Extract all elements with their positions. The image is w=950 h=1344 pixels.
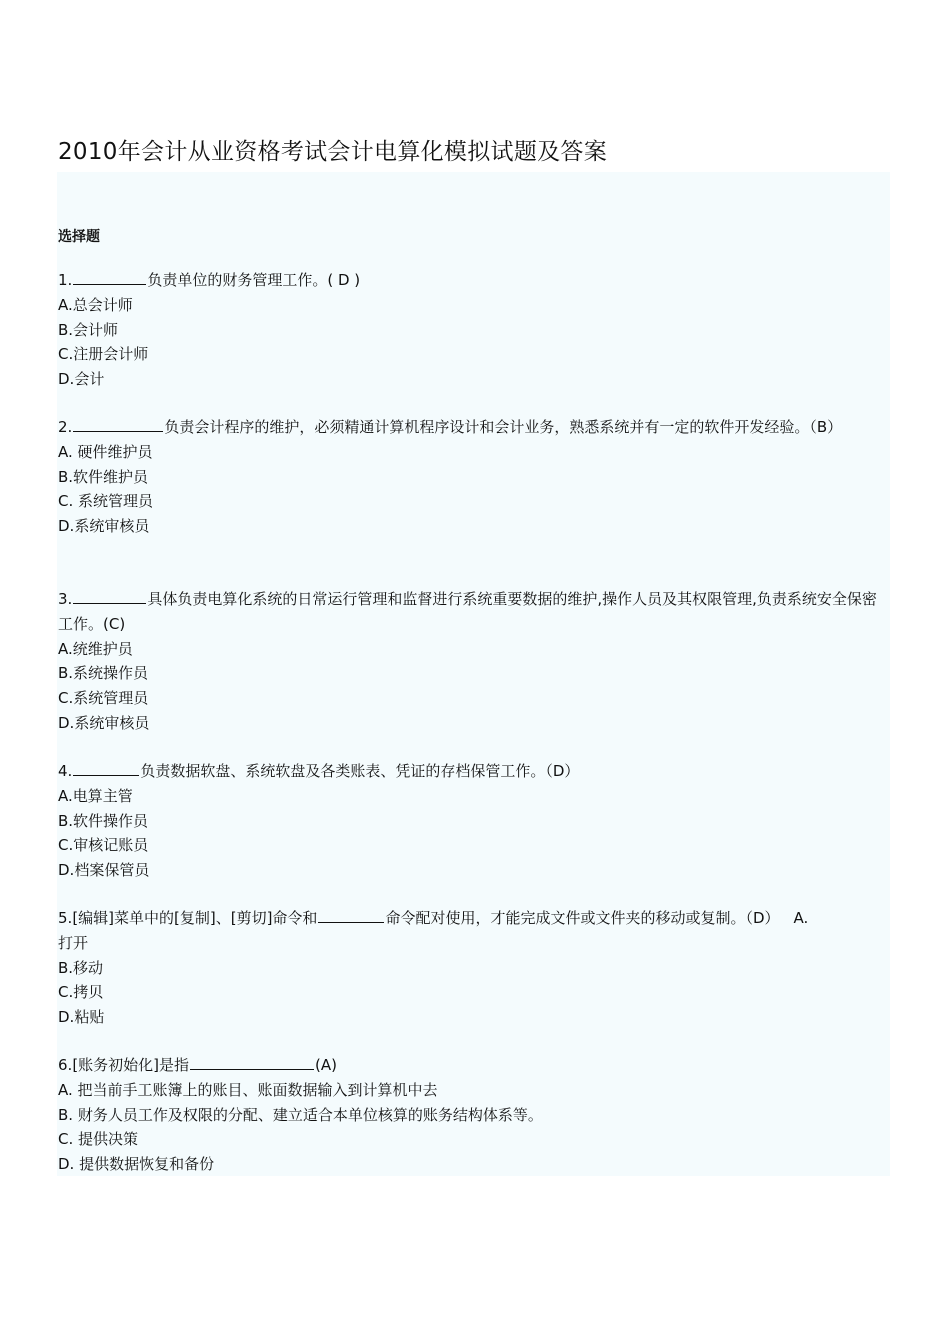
question-answer: (A) [315, 1056, 337, 1074]
option-b: B.软件维护员 [58, 467, 149, 486]
question-number: 1. [58, 271, 73, 289]
answer-blank [73, 416, 163, 432]
question-stem [58, 268, 890, 293]
option-d: D.系统审核员 [58, 517, 150, 536]
question-number: 3. [58, 590, 73, 608]
option-a: A.总会计师 [58, 295, 133, 314]
question-1 [58, 268, 890, 392]
option-d: D. 提供数据恢复和备份 [58, 1155, 215, 1174]
question-text: 负责单位的财务管理工作。 [147, 271, 328, 289]
option-d: D.粘贴 [58, 1008, 105, 1027]
question-4 [58, 759, 890, 883]
question-answer: （B） [809, 418, 843, 436]
question-2 [58, 415, 890, 539]
option-b: B.会计师 [58, 320, 119, 339]
question-number: 5. [58, 909, 73, 927]
question-text-after: 命令配对使用，才能完成文件或文件夹的移动或复制。 [385, 909, 746, 927]
question-stem [58, 759, 890, 784]
option-b: B.系统操作员 [58, 664, 149, 683]
question-number: 2. [58, 418, 73, 436]
question-text: 负责数据软盘、系统软盘及各类账表、凭证的存档保管工作。 [140, 762, 546, 780]
question-number: 6. [58, 1056, 73, 1074]
question-text: 负责会计程序的维护，必须精通计算机程序设计和会计业务，熟悉系统并有一定的软件开发经验。 [164, 418, 810, 436]
answer-blank [190, 1054, 314, 1070]
question-text: 具体负责电算化系统的日常运行管理和监督进行系统重要数据的维护,操作人员及其权限管理,负责系统安全保密工作。 [58, 590, 877, 633]
question-6 [58, 1053, 890, 1177]
option-b: B. 财务人员工作及权限的分配、建立适合本单位核算的账务结构体系等。 [58, 1105, 543, 1124]
option-a: A.统维护员 [58, 639, 133, 658]
option-c: C. 系统管理员 [58, 492, 154, 511]
question-answer: ( D ) [327, 271, 361, 289]
document-title: 2010年会计从业资格考试会计电算化模拟试题及答案 [58, 139, 608, 165]
option-c: C. 提供决策 [58, 1130, 139, 1149]
option-a-continued: 打开 [58, 933, 89, 952]
question-text-before: [编辑]菜单中的[复制]、[剪切]命令和 [72, 909, 318, 927]
question-stem [58, 906, 890, 931]
option-c: C.审核记账员 [58, 836, 149, 855]
option-a: A. 把当前手工账簿上的账目、账面数据输入到计算机中去 [58, 1080, 438, 1099]
question-answer: (C) [103, 614, 126, 633]
question-3 [58, 587, 890, 736]
option-c: C.拷贝 [58, 983, 104, 1002]
option-a: A. [793, 909, 809, 927]
option-c: C.注册会计师 [58, 345, 149, 364]
question-answer: （D） [545, 762, 580, 780]
question-stem [58, 415, 890, 440]
question-number: 4. [58, 762, 73, 780]
answer-blank [73, 588, 146, 604]
section-heading: 选择题 [58, 229, 100, 245]
question-text: [账务初始化]是指 [72, 1056, 190, 1074]
question-stem [58, 587, 890, 637]
question-stem [58, 1053, 890, 1078]
question-5 [58, 906, 890, 1030]
option-c: C.系统管理员 [58, 689, 149, 708]
question-answer: （D） [745, 909, 780, 927]
option-d: D.档案保管员 [58, 861, 150, 880]
option-a: A. 硬件维护员 [58, 442, 153, 461]
option-a: A.电算主管 [58, 786, 133, 805]
option-d: D.系统审核员 [58, 713, 150, 732]
option-b: B.软件操作员 [58, 811, 149, 830]
option-b: B.移动 [58, 958, 104, 977]
answer-blank [73, 269, 146, 285]
answer-blank [318, 907, 384, 923]
option-d: D.会计 [58, 370, 105, 389]
answer-blank [73, 760, 139, 776]
